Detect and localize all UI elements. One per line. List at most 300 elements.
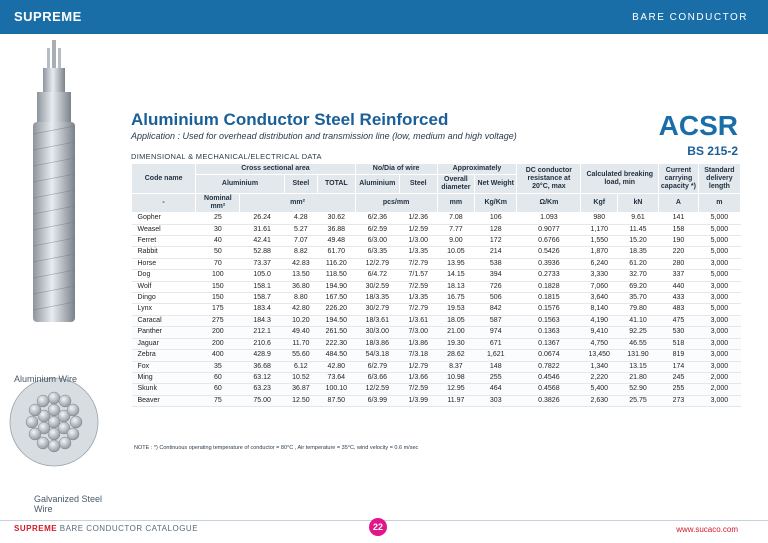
table-cell: 92.25 [618,327,659,338]
aluminium-wire-label: Aluminium Wire [14,374,78,384]
table-cell: 212.1 [240,327,284,338]
table-cell: 819 [658,350,698,361]
table-cell: 46.55 [618,338,659,349]
table-row [132,293,741,304]
table-cell: 75.00 [240,395,284,406]
table-row [132,270,741,281]
unit-pcs: pcs/mm [355,194,437,213]
table-cell: 5,000 [710,271,729,279]
table-cell: 3,000 [710,294,729,302]
table-cell: 12.95 [437,384,475,395]
table-cell: 11.45 [629,225,647,233]
table-cell: 50 [213,248,222,256]
table-cell: 52.90 [618,384,659,395]
table-cell: 12/2.59 [355,384,399,395]
table-cell: 464 [475,384,517,395]
table-cell: 1/3.86 [399,338,437,349]
table-cell: 671 [475,338,517,349]
data-table [131,163,741,407]
table-cell: 7/3.18 [399,350,437,361]
table-cell: 30.62 [327,214,346,222]
table-cell: 1,340 [581,361,618,372]
table-cell: 261.50 [317,327,355,338]
table-cell: 433 [672,294,685,302]
table-cell: 41.10 [618,315,659,326]
cable-icon [0,34,110,494]
table-cell: 70 [213,259,222,267]
col-cross-sectional: Cross sectional area [196,164,355,175]
application-text: Application : Used for overhead distribution and transmission line (low, medium and high voltage) [131,131,517,141]
table-cell: 26.24 [253,214,271,222]
table-cell: 150 [212,282,224,290]
table-cell: 200 [196,338,240,349]
table-cell: 6.12 [284,361,317,372]
table-row [132,395,741,406]
table-cell: 7.08 [449,214,463,222]
table-cell: 245 [658,372,698,383]
top-banner [0,0,768,34]
table-cell: 40 [213,237,222,245]
table-heading: DIMENSIONAL & MECHANICAL/ELECTRICAL DATA [131,152,322,161]
table-cell: 1.093 [540,214,558,222]
table-cell: 31.61 [253,225,271,233]
table-cell: 30/2.59 [365,282,389,290]
table-cell: 75 [196,395,240,406]
unit-kgkm: Kg/Km [475,194,517,213]
table-cell: 6/4.72 [367,271,388,279]
table-cell: 55.60 [284,350,317,361]
table-row [132,384,741,395]
table-cell: 167.50 [325,294,348,302]
table-row [132,350,741,361]
table-cell: 3,000 [698,327,740,338]
table-cell: 183.4 [253,305,271,313]
unit-kgf: Kgf [581,194,618,213]
col-delivery: Standard delivery length [698,164,740,194]
standard-code: BS 215-2 [687,144,738,158]
code-name-cell: Ferret [137,237,157,245]
table-cell: 25.75 [618,395,659,406]
table-cell: 3,000 [698,350,740,361]
table-cell: 36.68 [240,361,284,372]
table-cell: 18/3.35 [365,294,389,302]
page-number: 22 [369,518,387,536]
product-code: ACSR [658,110,738,141]
table-cell: 974 [475,327,517,338]
unit-ohm: Ω/Km [517,194,581,213]
table-cell: 7/2.59 [399,384,437,395]
table-cell: 36.87 [284,384,317,395]
table-row [132,247,741,258]
table-cell: 1,870 [590,248,609,256]
table-cell: 226.20 [325,305,348,313]
table-cell: 0.3826 [517,395,581,406]
table-body [132,213,741,407]
table-cell: 3,640 [590,294,609,302]
table-cell: 15.20 [629,237,647,245]
table-cell: 6/3.00 [367,237,388,245]
table-cell: 18.13 [447,282,465,290]
code-name-cell: Wolf [137,282,152,290]
code-name-cell: Beaver [132,395,196,406]
table-cell: 5,400 [581,384,618,395]
table-cell: 100.10 [317,384,355,395]
table-row [132,372,741,383]
table-cell: 30/3.00 [355,327,399,338]
table-cell: 1/3.66 [399,372,437,383]
table-row [132,281,741,292]
col-aluminium: Aluminium [196,175,285,194]
table-cell: 5,000 [710,248,729,256]
table-cell: 9,410 [581,327,618,338]
table-cell: 484.50 [317,350,355,361]
table-cell: 5,000 [710,237,729,245]
table-cell: 10.52 [284,372,317,383]
table-cell: 35 [196,361,240,372]
table-cell: 73.37 [253,259,271,267]
table-cell: 61.20 [629,259,647,267]
table-row [132,315,741,326]
table-cell: 1/3.35 [408,294,428,302]
table-cell: 184.3 [240,315,284,326]
table-cell: 13,450 [581,350,618,361]
col-code-name: Code name [132,164,196,194]
table-cell: 3,000 [710,259,729,267]
steel-wire-label: Galvanized Steel Wire [34,494,103,514]
unit-kn: kN [618,194,659,213]
table-cell: 3,000 [710,282,729,290]
table-cell: 73.64 [317,372,355,383]
table-cell: 3,000 [698,395,740,406]
table-row [132,338,741,349]
table-cell: 150 [212,294,224,302]
table-cell: 303 [475,395,517,406]
brand-name: SUPREME [14,9,82,24]
section-name: BARE CONDUCTOR [632,12,748,23]
unit-mm: mm [437,194,475,213]
table-cell: 7/3.00 [399,327,437,338]
code-name-cell: Weasel [137,225,161,233]
table-cell: 530 [658,327,698,338]
table-cell: 0.1563 [517,315,581,326]
table-cell: 587 [475,315,517,326]
table-cell: 1/3.61 [399,315,437,326]
table-cell: 2,000 [698,384,740,395]
table-cell: 63.23 [240,384,284,395]
table-cell: 1,170 [590,225,609,233]
code-name-cell: Dingo [137,294,156,302]
table-cell: 61.70 [327,248,346,256]
table-cell: 1/3.35 [408,248,428,256]
table-row [132,258,741,269]
table-cell: 214 [489,248,502,256]
table-cell: 0.3936 [538,259,560,267]
table-cell: 3,000 [698,315,740,326]
table-cell: 0.7822 [517,361,581,372]
col-total: TOTAL [317,175,355,194]
table-cell: 36.88 [327,225,346,233]
table-cell: 158 [672,225,685,233]
footer-brand: SUPREME [14,524,58,533]
table-cell: 7,060 [590,282,609,290]
table-cell: 2,000 [698,372,740,383]
table-cell: 118.50 [325,271,347,279]
table-cell: 538 [489,259,502,267]
table-cell: 275 [196,315,240,326]
table-cell: 35.70 [629,294,647,302]
table-cell: 30/2.79 [365,305,389,313]
table-cell: 63.12 [240,372,284,383]
table-cell: 0.9077 [538,225,560,233]
table-cell: 172 [489,237,502,245]
table-cell: 726 [489,282,502,290]
table-cell: 32.70 [629,271,647,279]
table-cell: 222.30 [317,338,355,349]
table-row [132,224,741,235]
table-cell: 7/2.59 [408,282,428,290]
table-cell: 1/2.36 [408,214,428,222]
table-cell: 8.37 [437,361,475,372]
table-cell: 42.80 [292,305,310,313]
table-cell: 0.1367 [517,338,581,349]
table-cell: 3,000 [698,338,740,349]
table-cell: 518 [658,338,698,349]
table-cell: 8.82 [294,248,308,256]
code-name-cell: Skunk [132,384,196,395]
table-cell: 4.28 [294,214,308,222]
table-cell: 148 [475,361,517,372]
unit-mm2: mm² [240,194,355,213]
unit-code: - [132,194,196,213]
table-cell: 42.41 [253,237,271,245]
table-cell: 483 [672,305,685,313]
col-net-weight: Net Weight [475,175,517,194]
table-cell: 18/3.86 [355,338,399,349]
table-cell: 10.05 [447,248,465,256]
table-row [132,213,741,224]
table-cell: 2,630 [581,395,618,406]
table-cell: 190 [672,237,685,245]
table-cell: 12/2.79 [365,259,389,267]
code-name-cell: Panther [132,327,196,338]
table-cell: 337 [672,271,685,279]
col-wire-aluminium: Aluminium [355,175,399,194]
table-cell: 5.27 [294,225,308,233]
table-cell: 7.77 [449,225,463,233]
col-overall-diameter: Overall diameter [437,175,475,194]
table-cell: 36.80 [292,282,310,290]
unit-nominal: Nominal mm² [196,194,240,213]
col-breaking-load: Calculated breaking load, min [581,164,659,194]
table-cell: 6/3.99 [355,395,399,406]
table-cell: 13.50 [292,271,310,279]
code-name-cell: Fox [132,361,196,372]
cable-illustration [0,34,110,514]
unit-m: m [698,194,740,213]
code-name-cell: Zebra [132,350,196,361]
code-name-cell: Rabbit [137,248,158,256]
col-wire-steel: Steel [399,175,437,194]
table-row [132,304,741,315]
table-cell: 194.90 [325,282,348,290]
table-row [132,361,741,372]
cross-section-icon [10,378,98,466]
table-cell: 475 [658,315,698,326]
code-name-cell: Gopher [137,214,161,222]
table-cell: 6/3.66 [355,372,399,383]
table-cell: 30 [213,225,222,233]
table-cell: 9.00 [449,237,463,245]
table-cell: 6/2.36 [367,214,388,222]
unit-a: A [658,194,698,213]
page-title: Aluminium Conductor Steel Reinforced [131,110,449,129]
table-cell: 0.2733 [538,271,560,279]
table-cell: 49.48 [327,237,346,245]
table-cell: 7/2.79 [408,305,428,313]
table-cell: 42.83 [292,259,310,267]
table-cell: 60 [196,372,240,383]
table-cell: 9.61 [631,214,645,222]
table-cell: 255 [658,384,698,395]
table-cell: 1/3.99 [399,395,437,406]
table-cell: 16.75 [447,294,465,302]
footer-catalogue-text: BARE CONDUCTOR CATALOGUE [57,524,199,533]
col-dc-resistance: DC conductor resistance at 20°C, max [517,164,581,194]
table-cell: 49.40 [284,327,317,338]
footer-website: www.sucaco.com [676,525,738,534]
code-name-cell: Dog [137,271,151,279]
table-cell: 7.07 [294,237,308,245]
table-cell: 255 [475,372,517,383]
table-cell: 194.50 [317,315,355,326]
table-cell: 400 [196,350,240,361]
table-cell: 3,330 [590,271,609,279]
code-name-cell: Horse [137,259,157,267]
table-cell: 52.88 [253,248,271,256]
table-cell: 13.15 [618,361,659,372]
table-cell: 7/2.79 [408,259,428,267]
table-cell: 25 [213,214,222,222]
table-cell: 60 [196,384,240,395]
table-cell: 1,550 [590,237,609,245]
table-cell: 842 [489,305,502,313]
table-cell: 1/2.79 [399,361,437,372]
table-cell: 506 [489,294,502,302]
table-cell: 11.70 [284,338,317,349]
table-cell: 158.1 [253,282,271,290]
table-cell: 2,220 [581,372,618,383]
col-steel: Steel [284,175,317,194]
table-cell: 5,000 [710,225,729,233]
table-cell: 10.98 [437,372,475,383]
table-cell: 131.90 [618,350,659,361]
table-row [132,327,741,338]
table-cell: 5,000 [710,305,729,313]
table-cell: 105.0 [253,271,271,279]
table-cell: 1/2.59 [408,225,428,233]
table-cell: 6/2.79 [355,361,399,372]
table-cell: 18.05 [437,315,475,326]
table-cell: 128 [489,225,502,233]
table-cell: 220 [672,248,685,256]
table-cell: 280 [672,259,685,267]
table-cell: 4,190 [581,315,618,326]
table-cell: 5,000 [710,214,729,222]
table-cell: 6/2.59 [367,225,388,233]
table-cell: 3,000 [698,361,740,372]
table-cell: 0.1576 [538,305,560,313]
code-name-cell: Caracal [132,315,196,326]
table-cell: 100 [212,271,224,279]
table-cell: 8,140 [590,305,609,313]
table-cell: 158.7 [253,294,271,302]
table-cell: 440 [672,282,685,290]
table-cell: 11.97 [437,395,475,406]
table-cell: 210.6 [240,338,284,349]
table-cell: 69.20 [629,282,647,290]
table-cell: 10.20 [284,315,317,326]
table-cell: 19.30 [437,338,475,349]
table-cell: 4,750 [581,338,618,349]
table-cell: 14.15 [447,271,465,279]
footer-catalogue [14,524,198,533]
table-cell: 18/3.61 [355,315,399,326]
code-name-cell: Ming [132,372,196,383]
table-cell: 428.9 [240,350,284,361]
table-cell: 79.80 [629,305,647,313]
table-cell: 87.50 [317,395,355,406]
table-cell: 0.5426 [538,248,560,256]
table-cell: 116.20 [325,259,347,267]
table-cell: 18.35 [629,248,647,256]
table-cell: 0.6766 [538,237,560,245]
table-cell: 6/3.35 [367,248,388,256]
table-cell: 28.62 [437,350,475,361]
table-note: NOTE : *) Continuous operating temperature of conductor = 80°C , Air temperature = 35°C, wind velocity = 0.6 m/sec [134,445,419,451]
table-cell: 0.1815 [538,294,560,302]
table-cell: 21.80 [618,372,659,383]
code-name-cell: Jaguar [132,338,196,349]
table-cell: 13.95 [447,259,465,267]
col-current: Current carrying capacity *) [658,164,698,194]
table-cell: 54/3.18 [355,350,399,361]
table-cell: 21.00 [437,327,475,338]
table-cell: 7/1.57 [408,271,428,279]
table-cell: 273 [658,395,698,406]
table-cell: 0.1828 [538,282,560,290]
table-cell: 175 [212,305,224,313]
table-cell: 174 [658,361,698,372]
table-row [132,236,741,247]
table-cell: 1/3.00 [408,237,428,245]
table-cell: 1,621 [475,350,517,361]
col-no-dia: No/Dia of wire [355,164,437,175]
table-cell: 980 [593,214,606,222]
table-cell: 12.50 [284,395,317,406]
table-cell: 0.0674 [517,350,581,361]
table-cell: 8.80 [294,294,308,302]
table-cell: 6,240 [590,259,609,267]
table-cell: 106 [489,214,502,222]
table-cell: 42.80 [317,361,355,372]
table-cell: 19.53 [447,305,465,313]
col-approx: Approximately [437,164,517,175]
code-name-cell: Lynx [137,305,153,313]
table-cell: 0.4546 [517,372,581,383]
table-cell: 200 [196,327,240,338]
table-cell: 394 [489,271,502,279]
table-cell: 0.1363 [517,327,581,338]
